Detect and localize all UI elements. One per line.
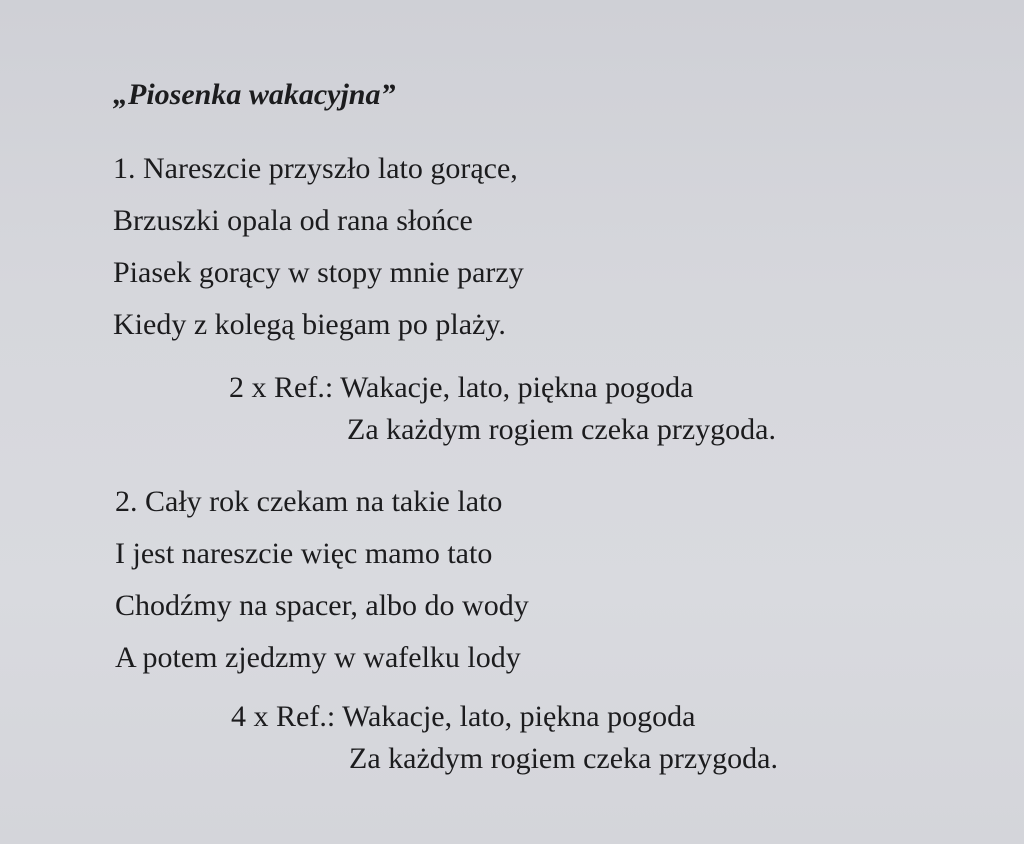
stanza-line: I jest nareszcie więc mamo tato — [115, 537, 493, 570]
stanza-line: Kiedy z kolegą biegam po plaży. — [113, 308, 506, 341]
stanza-1 — [113, 143, 524, 351]
stanza-line: Brzuszki opala od rana słońce — [113, 204, 473, 237]
refrain-line: 2 x Ref.: Wakacje, lato, piękna pogoda — [229, 371, 694, 404]
refrain-2 — [231, 696, 778, 780]
stanza-2 — [115, 476, 529, 684]
stanza-line: 1. Nareszcie przyszło lato gorące, — [113, 152, 518, 185]
stanza-line: Piasek gorący w stopy mnie parzy — [113, 256, 524, 289]
refrain-1 — [229, 367, 776, 451]
refrain-line: Za każdym rogiem czeka przygoda. — [349, 742, 778, 775]
page-title: „Piosenka wakacyjna” — [113, 78, 396, 111]
stanza-line: Chodźmy na spacer, albo do wody — [115, 589, 529, 622]
refrain-line: 4 x Ref.: Wakacje, lato, piękna pogoda — [231, 700, 696, 733]
refrain-line: Za każdym rogiem czeka przygoda. — [347, 413, 776, 446]
stanza-line: A potem zjedzmy w wafelku lody — [115, 641, 521, 674]
stanza-line: 2. Cały rok czekam na takie lato — [115, 485, 503, 518]
